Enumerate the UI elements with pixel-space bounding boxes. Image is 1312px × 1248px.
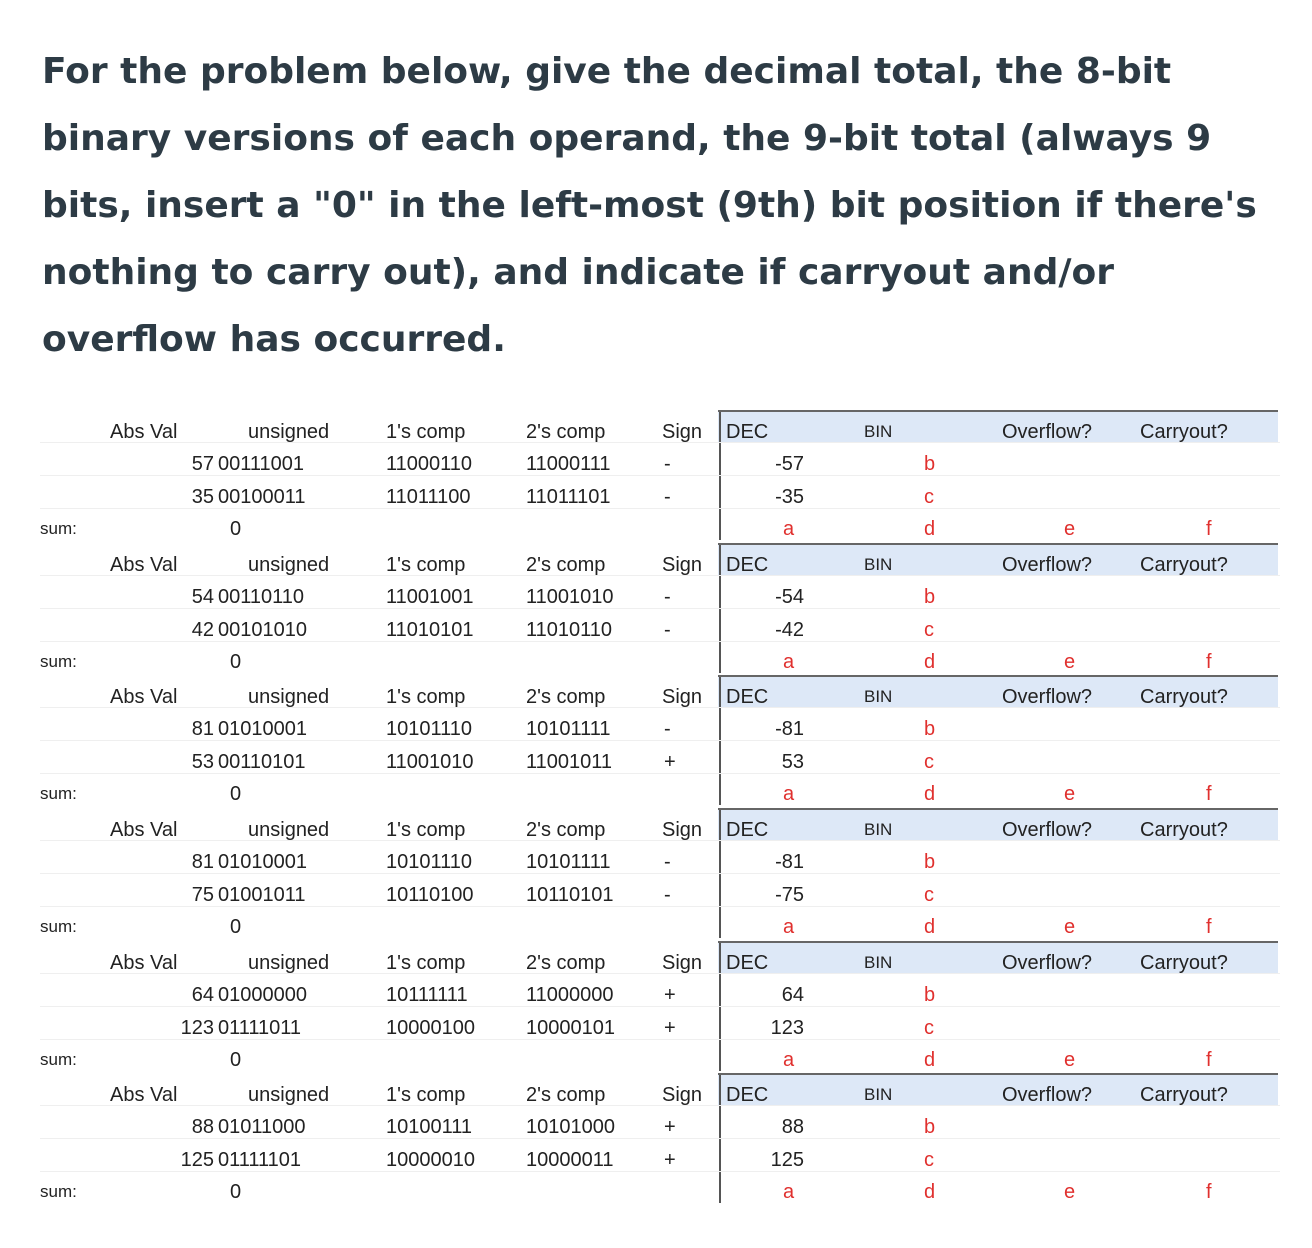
header-overflow: Overflow? <box>1002 952 1093 974</box>
operand-sign: - <box>664 586 671 608</box>
answer-slot-f: f <box>1206 518 1212 540</box>
operand-unsigned-binary: 00111001 <box>218 453 305 475</box>
answer-slot-c: c <box>924 486 934 508</box>
answer-slot-b: b <box>924 851 936 873</box>
operand-unsigned-binary: 01010001 <box>218 718 307 740</box>
operand-dec-value: 125 <box>770 1149 804 1171</box>
operand-unsigned-binary: 01010001 <box>218 851 307 873</box>
operand-ones-comp: 11001010 <box>386 751 474 773</box>
sum-value: 0 <box>230 1049 242 1071</box>
answer-slot-f: f <box>1206 1181 1212 1203</box>
header-ones-comp: 1's comp <box>386 1084 466 1106</box>
header-abs-val: Abs Val <box>110 686 178 708</box>
grid-line <box>40 1105 1280 1106</box>
answer-slot-a: a <box>783 916 795 938</box>
operand-dec-value: -42 <box>775 619 804 641</box>
operand-twos-comp: 10101111 <box>526 718 611 740</box>
header-twos-comp: 2's comp <box>526 554 606 576</box>
answer-slot-d: d <box>924 651 936 673</box>
answer-slot-c: c <box>924 751 934 773</box>
operand-ones-comp: 10100111 <box>386 1116 473 1138</box>
answer-slot-f: f <box>1206 783 1212 805</box>
operand-abs-value: 81 <box>191 718 214 740</box>
operand-sign: - <box>664 453 671 475</box>
operand-abs-value: 64 <box>191 984 214 1006</box>
question-text: For the problem below, give the decimal total, the 8-bit binary versions of each operand, the 9-bit total (always 9 bits, insert a "0" in the left-most (9th) bit position if there's nothing to carry out), and indicate if carryout and/or overflow has occurred. <box>42 51 1257 360</box>
answer-slot-a: a <box>783 518 795 540</box>
answer-slot-a: a <box>783 1049 795 1071</box>
sum-label: sum: <box>40 519 77 538</box>
header-carryout: Carryout? <box>1140 554 1228 576</box>
operand-unsigned-binary: 01111011 <box>218 1017 302 1039</box>
operand-ones-comp: 10101110 <box>386 718 473 740</box>
operand-dec-value: 123 <box>770 1017 804 1039</box>
header-overflow: Overflow? <box>1002 819 1093 841</box>
header-unsigned: unsigned <box>248 1084 330 1106</box>
operand-unsigned-binary: 00101010 <box>218 619 307 641</box>
operand-twos-comp: 10101111 <box>526 851 611 873</box>
answer-slot-a: a <box>783 1181 795 1203</box>
sum-value: 0 <box>230 651 242 673</box>
header-border <box>718 808 1278 810</box>
answer-slot-d: d <box>924 518 936 540</box>
problem-block <box>40 808 1280 940</box>
header-bin: BIN <box>864 555 893 574</box>
header-dec: DEC <box>726 686 769 708</box>
operand-abs-value: 75 <box>191 884 214 906</box>
dec-column-border <box>719 1075 721 1203</box>
operand-sign: - <box>664 851 671 873</box>
sum-label: sum: <box>40 1182 77 1201</box>
operand-sign: - <box>664 718 671 740</box>
header-dec: DEC <box>726 421 769 443</box>
operand-abs-value: 35 <box>191 486 214 508</box>
operand-ones-comp: 11001001 <box>386 586 474 608</box>
answer-slot-a: a <box>783 651 795 673</box>
header-sign: Sign <box>662 1084 703 1106</box>
header-carryout: Carryout? <box>1140 421 1228 443</box>
operand-sign: + <box>664 1116 676 1138</box>
operand-dec-value: -54 <box>775 586 804 608</box>
operand-sign: + <box>664 984 676 1006</box>
header-ones-comp: 1's comp <box>386 421 466 443</box>
answer-slot-b: b <box>924 453 936 475</box>
header-ones-comp: 1's comp <box>386 952 466 974</box>
header-bin: BIN <box>864 1085 893 1104</box>
operand-dec-value: -81 <box>775 718 804 740</box>
answer-slot-d: d <box>924 1181 936 1203</box>
answer-slot-f: f <box>1206 1049 1212 1071</box>
operand-dec-value: -75 <box>775 884 804 906</box>
header-carryout: Carryout? <box>1140 819 1228 841</box>
header-border <box>718 675 1278 677</box>
operand-unsigned-binary: 01011000 <box>218 1116 306 1138</box>
answer-slot-c: c <box>924 1149 934 1171</box>
header-sign: Sign <box>662 686 703 708</box>
operand-dec-value: 88 <box>781 1116 804 1138</box>
header-twos-comp: 2's comp <box>526 819 606 841</box>
header-carryout: Carryout? <box>1140 686 1228 708</box>
operand-ones-comp: 11011100 <box>386 486 471 508</box>
header-unsigned: unsigned <box>248 952 330 974</box>
operand-unsigned-binary: 01111101 <box>218 1149 302 1171</box>
dec-column-border <box>719 810 721 938</box>
header-abs-val: Abs Val <box>110 421 178 443</box>
answer-slot-d: d <box>924 916 936 938</box>
operand-abs-value: 125 <box>180 1149 214 1171</box>
sum-label: sum: <box>40 1050 77 1069</box>
sum-value: 0 <box>230 518 242 540</box>
operand-twos-comp: 11000111 <box>526 453 611 475</box>
header-unsigned: unsigned <box>248 686 330 708</box>
header-overflow: Overflow? <box>1002 554 1093 576</box>
header-dec: DEC <box>726 1084 769 1106</box>
spreadsheet <box>40 410 1280 1210</box>
operand-sign: - <box>664 619 671 641</box>
answer-slot-d: d <box>924 1049 936 1071</box>
problem-block <box>40 410 1280 542</box>
operand-abs-value: 42 <box>191 619 214 641</box>
operand-sign: - <box>664 884 671 906</box>
answer-slot-b: b <box>924 586 936 608</box>
operand-dec-value: 53 <box>781 751 804 773</box>
operand-ones-comp: 11000110 <box>386 453 473 475</box>
grid-line <box>40 707 1280 708</box>
grid-line <box>40 973 1280 974</box>
answer-slot-b: b <box>924 718 936 740</box>
header-sign: Sign <box>662 421 703 443</box>
sum-label: sum: <box>40 652 77 671</box>
header-unsigned: unsigned <box>248 554 330 576</box>
header-overflow: Overflow? <box>1002 686 1093 708</box>
header-twos-comp: 2's comp <box>526 421 606 443</box>
header-overflow: Overflow? <box>1002 1084 1093 1106</box>
answer-slot-e: e <box>1064 651 1076 673</box>
header-twos-comp: 2's comp <box>526 1084 606 1106</box>
operand-unsigned-binary: 01001011 <box>218 884 306 906</box>
operand-dec-value: -81 <box>775 851 804 873</box>
answer-slot-f: f <box>1206 916 1212 938</box>
operand-twos-comp: 11001010 <box>526 586 614 608</box>
header-bin: BIN <box>864 953 893 972</box>
answer-slot-e: e <box>1064 783 1076 805</box>
sum-value: 0 <box>230 916 242 938</box>
header-sign: Sign <box>662 819 703 841</box>
operand-twos-comp: 10110101 <box>526 884 614 906</box>
answer-slot-d: d <box>924 783 936 805</box>
operand-unsigned-binary: 00110101 <box>218 751 306 773</box>
sum-label: sum: <box>40 784 77 803</box>
sum-value: 0 <box>230 1181 242 1203</box>
answer-slot-c: c <box>924 1017 934 1039</box>
operand-twos-comp: 10000011 <box>526 1149 614 1171</box>
answer-slot-e: e <box>1064 518 1076 540</box>
operand-abs-value: 57 <box>191 453 214 475</box>
problem-block <box>40 1073 1280 1205</box>
header-abs-val: Abs Val <box>110 819 178 841</box>
operand-ones-comp: 10101110 <box>386 851 473 873</box>
operand-ones-comp: 10000010 <box>386 1149 475 1171</box>
header-sign: Sign <box>662 554 703 576</box>
operand-twos-comp: 11001011 <box>526 751 613 773</box>
operand-sign: + <box>664 751 676 773</box>
header-bin: BIN <box>864 687 893 706</box>
problem-block <box>40 543 1280 675</box>
operand-twos-comp: 11011101 <box>526 486 611 508</box>
header-bin: BIN <box>864 820 893 839</box>
grid-line <box>40 442 1280 443</box>
sum-value: 0 <box>230 783 242 805</box>
operand-ones-comp: 10110100 <box>386 884 474 906</box>
dec-column-border <box>719 545 721 673</box>
operand-ones-comp: 10111111 <box>386 984 468 1006</box>
header-dec: DEC <box>726 952 769 974</box>
header-ones-comp: 1's comp <box>386 554 466 576</box>
operand-abs-value: 53 <box>191 751 214 773</box>
operand-unsigned-binary: 00110110 <box>218 586 305 608</box>
dec-column-border <box>719 412 721 540</box>
operand-sign: + <box>664 1149 676 1171</box>
operand-dec-value: -35 <box>775 486 804 508</box>
operand-abs-value: 81 <box>191 851 214 873</box>
operand-abs-value: 88 <box>191 1116 214 1138</box>
answer-slot-c: c <box>924 884 934 906</box>
operand-twos-comp: 10000101 <box>526 1017 615 1039</box>
header-ones-comp: 1's comp <box>386 686 466 708</box>
header-border <box>718 941 1278 943</box>
operand-ones-comp: 10000100 <box>386 1017 475 1039</box>
dec-column-border <box>719 943 721 1071</box>
header-twos-comp: 2's comp <box>526 952 606 974</box>
answer-slot-e: e <box>1064 1049 1076 1071</box>
header-carryout: Carryout? <box>1140 952 1228 974</box>
problem-block <box>40 675 1280 807</box>
header-carryout: Carryout? <box>1140 1084 1228 1106</box>
sum-label: sum: <box>40 917 77 936</box>
operand-dec-value: -57 <box>775 453 804 475</box>
dec-column-border <box>719 677 721 805</box>
answer-slot-f: f <box>1206 651 1212 673</box>
operand-abs-value: 54 <box>191 586 214 608</box>
answer-slot-c: c <box>924 619 934 641</box>
header-twos-comp: 2's comp <box>526 686 606 708</box>
header-abs-val: Abs Val <box>110 1084 178 1106</box>
problem-block <box>40 941 1280 1073</box>
answer-slot-b: b <box>924 1116 936 1138</box>
header-border <box>718 1073 1278 1075</box>
operand-ones-comp: 11010101 <box>386 619 474 641</box>
grid-line <box>40 840 1280 841</box>
answer-slot-e: e <box>1064 1181 1076 1203</box>
header-abs-val: Abs Val <box>110 554 178 576</box>
operand-twos-comp: 11010110 <box>526 619 613 641</box>
operand-twos-comp: 10101000 <box>526 1116 615 1138</box>
answer-slot-b: b <box>924 984 936 1006</box>
header-unsigned: unsigned <box>248 421 330 443</box>
operand-abs-value: 123 <box>180 1017 214 1039</box>
header-overflow: Overflow? <box>1002 421 1093 443</box>
header-border <box>718 410 1278 412</box>
header-unsigned: unsigned <box>248 819 330 841</box>
header-dec: DEC <box>726 819 769 841</box>
operand-unsigned-binary: 01000000 <box>218 984 307 1006</box>
operand-sign: + <box>664 1017 676 1039</box>
header-bin: BIN <box>864 422 893 441</box>
header-abs-val: Abs Val <box>110 952 178 974</box>
answer-slot-a: a <box>783 783 795 805</box>
header-ones-comp: 1's comp <box>386 819 466 841</box>
header-dec: DEC <box>726 554 769 576</box>
answer-slot-e: e <box>1064 916 1076 938</box>
operand-sign: - <box>664 486 671 508</box>
header-border <box>718 543 1278 545</box>
header-sign: Sign <box>662 952 703 974</box>
operand-unsigned-binary: 00100011 <box>218 486 306 508</box>
operand-twos-comp: 11000000 <box>526 984 614 1006</box>
grid-line <box>40 575 1280 576</box>
operand-dec-value: 64 <box>781 984 804 1006</box>
